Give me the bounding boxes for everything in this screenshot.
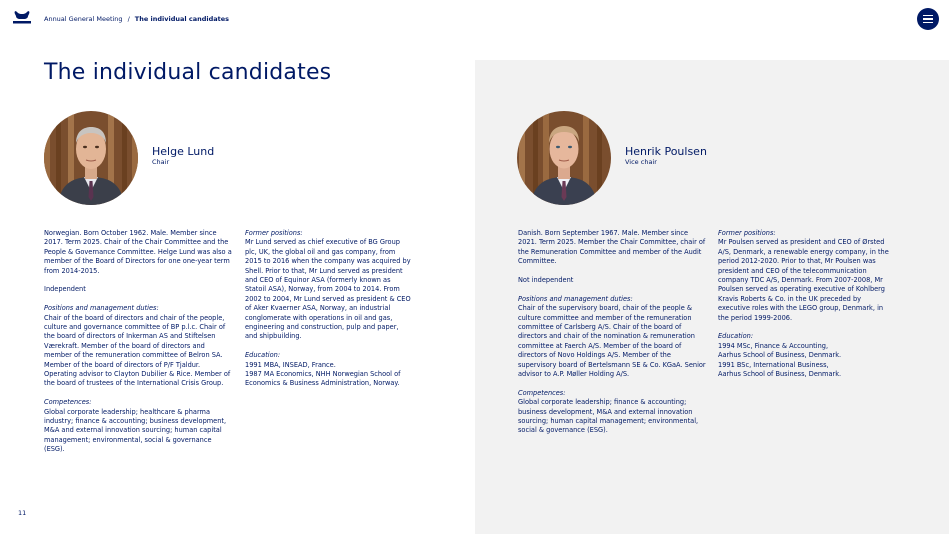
hamburger-menu-icon-bar <box>923 18 933 19</box>
candidate-history-column <box>718 229 890 379</box>
hamburger-menu-icon-bar <box>923 22 933 23</box>
competences-heading: Competences: <box>44 398 92 407</box>
breadcrumb <box>44 15 229 24</box>
education-line: Aarhus School of Business, Denmark. <box>718 351 842 360</box>
competences-text: Global corporate leadership; healthcare & pharma industry; finance & accounting; business development, M&A and external innovation sourcing; human capital management; environmental, social & governance (ESG). <box>44 407 227 454</box>
page-title: The individual candidates <box>44 60 332 85</box>
bio-text: Danish. Born September 1967. Male. Member since 2021. Term 2025. Member the Chair Committee, chair of the Remuneration Committee and member of the Audit Committee. <box>518 229 706 266</box>
candidate-role: Vice chair <box>625 158 657 166</box>
education-heading: Education: <box>718 332 754 341</box>
former-positions-heading: Former positions: <box>245 229 303 237</box>
menu-button[interactable] <box>917 8 939 30</box>
bio-text: Norwegian. Born October 1962. Male. Member since 2017. Term 2025. Chair of the Chair Committee and the People & Governance Committee. Helge Lund was also a member of the Board of Directors for one one-year term from 2014-2015. <box>44 229 232 275</box>
candidate-name: Henrik Poulsen <box>625 145 707 158</box>
hamburger-menu-icon <box>923 15 933 16</box>
company-logo[interactable] <box>9 9 35 27</box>
former-positions-text: Mr Poulsen served as president and CEO of Ørsted A/S, Denmark, a renewable energy company, in the period 2012-2020. Prior to that, Mr Poulsen was president and CEO of the telecommunication company TDC A/S, Denmark. From 2007-2008, Mr Poulsen served as operating executive of Kohlberg Kravis Roberts & Co. in the UK preceded by executive roles with the LEGO group, Denmark, in the period 1999-2006. <box>718 238 889 322</box>
former-positions-heading: Former positions: <box>718 229 776 237</box>
independence-status: Not independent <box>518 276 574 285</box>
education-line: 1991 BSc, International Business, <box>718 360 829 369</box>
breadcrumb-parent-link[interactable]: Annual General Meeting <box>44 15 123 23</box>
candidate-bio-column <box>44 229 234 455</box>
former-positions-text: Mr Lund served as chief executive of BG Group plc, UK, the global oil and gas company, from 2015 to 2016 when the company was acquired by Shell. Prior to that, Mr Lund served as president and CEO of Equinor ASA (formerly known as Statoil ASA), Norway, from 2004 to 2014. From 2002 to 2004, Mr Lund served as president & CEO of Aker Kvaerner ASA, Norway, an industrial conglomerate with operations in oil and gas, engineering and construction, pulp and paper, and shipbuilding. <box>245 238 411 341</box>
candidate-role: Chair <box>152 158 170 166</box>
education-line: 1994 MSc, Finance & Accounting, <box>718 341 829 350</box>
candidate-bio-column <box>518 229 708 436</box>
education-line: 1991 MBA, INSEAD, France. <box>245 360 336 369</box>
positions-heading: Positions and management duties: <box>44 304 159 313</box>
portrait-henrik-poulsen <box>517 111 611 205</box>
positions-text: Chair of the board of directors and chair of the people, culture and governance committee of BP p.l.c. Chair of the board of directors of Inkerman AS and Stiftelsen Værekraft. Member of the board of directors and member of the remuneration committee of Belron SA. Member of the board of directors of P/F Tjaldur. Operating advisor to Clayton Dubilier & Rice. Member of the board of trustees of the International Crisis Group. <box>44 313 231 388</box>
education-line: Aarhus School of Business, Denmark. <box>718 370 842 379</box>
positions-text: Chair of the supervisory board, chair of the people & culture committee and member of the remuneration committee of Carlsberg A/S. Chair of the board of directors and chair of the nomination & remuneration committee at Faerch A/S. Member of the board of directors of Novo Holdings A/S. Member of the supervisory board of Bertelsmann SE & Co. KGaA. Senior advisor to A.P. Møller Holding A/S. <box>518 304 706 379</box>
portrait-helge-lund <box>44 111 138 205</box>
competences-heading: Competences: <box>518 388 566 397</box>
candidate-name: Helge Lund <box>152 145 215 158</box>
competences-text: Global corporate leadership; finance & accounting; business development, M&A and external innovation sourcing; human capital management; environmental, social & governance (ESG). <box>518 398 699 435</box>
education-heading: Education: <box>245 351 281 360</box>
positions-heading: Positions and management duties: <box>518 294 633 303</box>
breadcrumb-separator: / <box>127 15 130 23</box>
candidate-history-column <box>245 229 411 389</box>
independence-status: Independent <box>44 285 86 294</box>
page-number: 11 <box>18 509 27 517</box>
bull-logo-icon <box>9 9 35 27</box>
breadcrumb-current: The individual candidates <box>134 15 230 23</box>
education-line: 1987 MA Economics, NHH Norwegian School of Economics & Business Administration, Norway. <box>245 370 401 388</box>
